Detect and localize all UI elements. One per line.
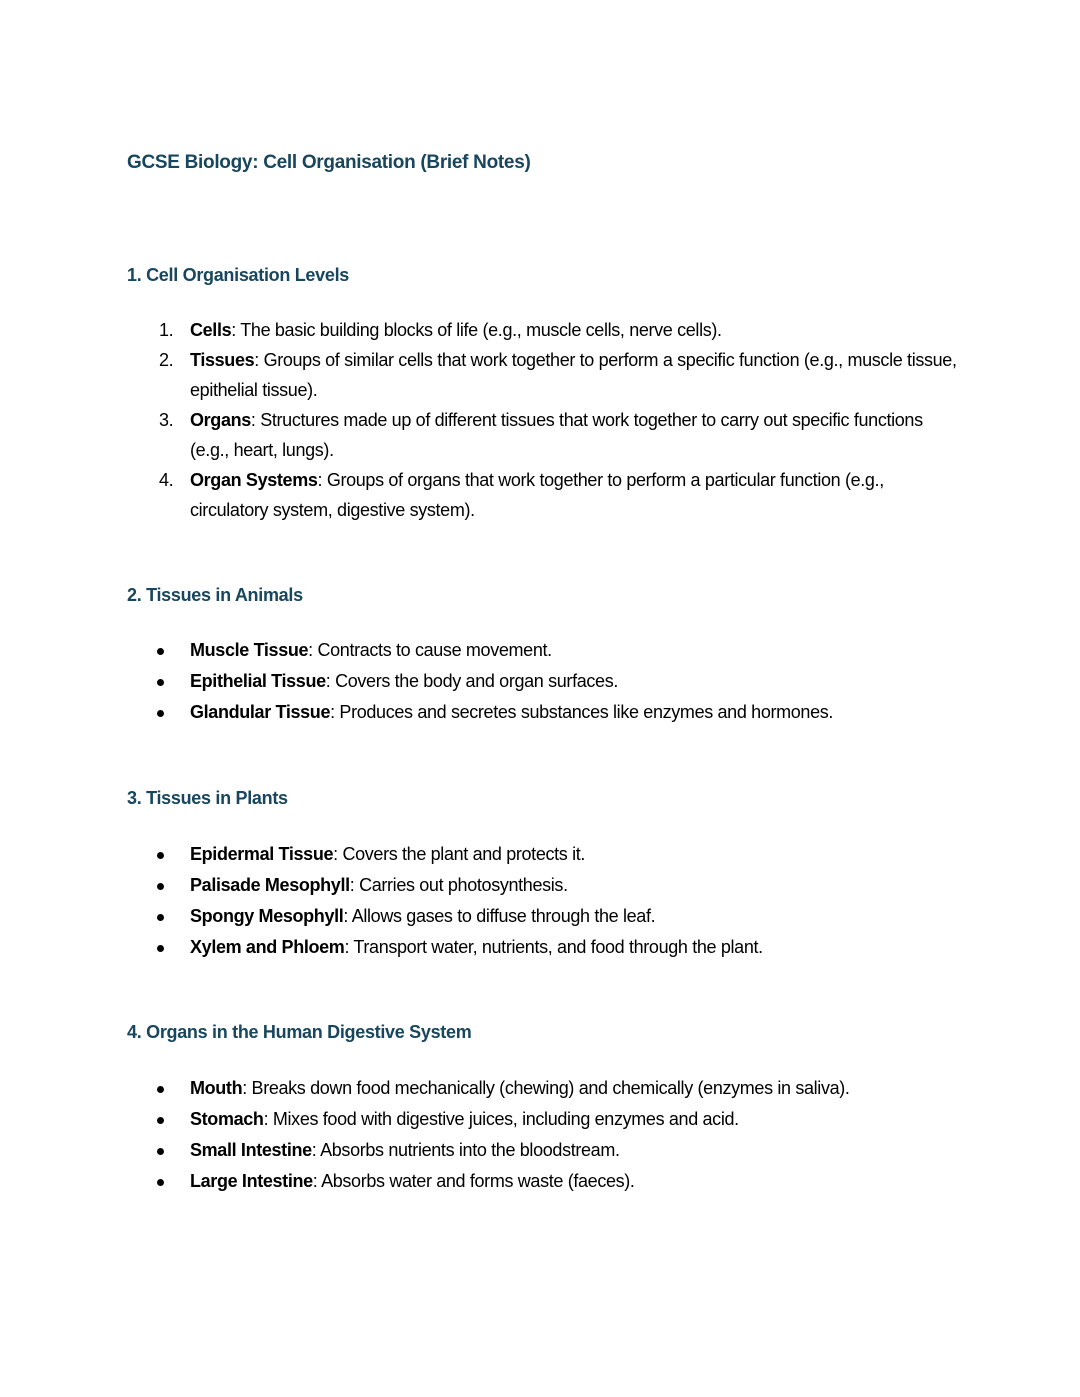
definition: : Covers the plant and protects it.: [333, 844, 586, 864]
list-item: [127, 1166, 957, 1197]
list-item: [127, 405, 957, 465]
bullet-list: [127, 1073, 957, 1197]
list-item: [127, 345, 957, 405]
list-item: [127, 1104, 957, 1135]
bullet-list: [127, 635, 957, 728]
term: Epithelial Tissue: [190, 671, 326, 691]
bullet-icon: [157, 1179, 164, 1186]
term: Spongy Mesophyll: [190, 906, 344, 926]
numbered-list: [127, 315, 957, 525]
list-item: [127, 635, 957, 666]
list-number: 4.: [159, 470, 174, 490]
list-item: [127, 1135, 957, 1166]
list-number: 2.: [159, 350, 174, 370]
term: Palisade Mesophyll: [190, 875, 350, 895]
bullet-icon: [157, 883, 164, 890]
definition: : Allows gases to diffuse through the leaf.: [343, 906, 656, 926]
list-item: [127, 839, 957, 870]
definition: : Covers the body and organ surfaces.: [325, 671, 618, 691]
section-heading: 2. Tissues in Animals: [127, 585, 303, 605]
term: Small Intestine: [190, 1140, 312, 1160]
definition: : Absorbs water and forms waste (faeces).: [312, 1171, 635, 1191]
definition: : Groups of organs that work together to perform a particular function (e.g., circulatory system, digestive system).: [190, 470, 884, 520]
definition: : Groups of similar cells that work together to perform a specific function (e.g., muscle tissue, epithelial tissue).: [190, 350, 957, 400]
term: Muscle Tissue: [190, 640, 309, 660]
definition: : Produces and secretes substances like enzymes and hormones.: [330, 702, 834, 722]
bullet-icon: [157, 914, 164, 921]
definition: : Breaks down food mechanically (chewing) and chemically (enzymes in saliva).: [242, 1078, 850, 1098]
list-item: [127, 1073, 957, 1104]
list-item: [127, 315, 957, 345]
bullet-icon: [157, 1117, 164, 1124]
list-item: [127, 870, 957, 901]
section-heading: 3. Tissues in Plants: [127, 788, 288, 808]
list-item: [127, 932, 957, 963]
list-item: [127, 465, 957, 525]
bullet-list: [127, 839, 957, 963]
definition: : Structures made up of different tissues that work together to carry out specific functions (e.g., heart, lungs).: [190, 410, 923, 460]
definition: : The basic building blocks of life (e.g., muscle cells, nerve cells).: [231, 320, 722, 340]
bullet-icon: [157, 1086, 164, 1093]
section-heading: 4. Organs in the Human Digestive System: [127, 1022, 472, 1042]
term: Glandular Tissue: [190, 702, 331, 722]
bullet-icon: [157, 852, 164, 859]
definition: : Carries out photosynthesis.: [349, 875, 568, 895]
document-title: GCSE Biology: Cell Organisation (Brief Notes): [127, 152, 531, 173]
definition: : Mixes food with digestive juices, including enzymes and acid.: [263, 1109, 739, 1129]
section-heading: 1. Cell Organisation Levels: [127, 265, 349, 285]
term: Mouth: [190, 1078, 243, 1098]
definition: : Contracts to cause movement.: [308, 640, 552, 660]
definition: : Absorbs nutrients into the bloodstream.: [311, 1140, 620, 1160]
definition: : Transport water, nutrients, and food through the plant.: [344, 937, 763, 957]
bullet-icon: [157, 1148, 164, 1155]
term: Xylem and Phloem: [190, 937, 345, 957]
term: Organ Systems: [190, 470, 318, 490]
section-cell-organisation-levels: [127, 263, 957, 287]
list-item: [127, 901, 957, 932]
section-tissues-in-plants: [127, 786, 957, 810]
list-item: [127, 666, 957, 697]
term: Large Intestine: [190, 1171, 313, 1191]
section-tissues-in-animals: [127, 583, 957, 607]
term: Stomach: [190, 1109, 264, 1129]
bullet-icon: [157, 648, 164, 655]
term: Organs: [190, 410, 251, 430]
bullet-icon: [157, 945, 164, 952]
list-number: 3.: [159, 410, 174, 430]
list-number: 1.: [159, 320, 174, 340]
term: Tissues: [190, 350, 255, 370]
term: Cells: [190, 320, 232, 340]
term: Epidermal Tissue: [190, 844, 334, 864]
bullet-icon: [157, 679, 164, 686]
section-digestive-system-organs: [127, 1020, 957, 1044]
list-item: [127, 697, 957, 728]
bullet-icon: [157, 710, 164, 717]
